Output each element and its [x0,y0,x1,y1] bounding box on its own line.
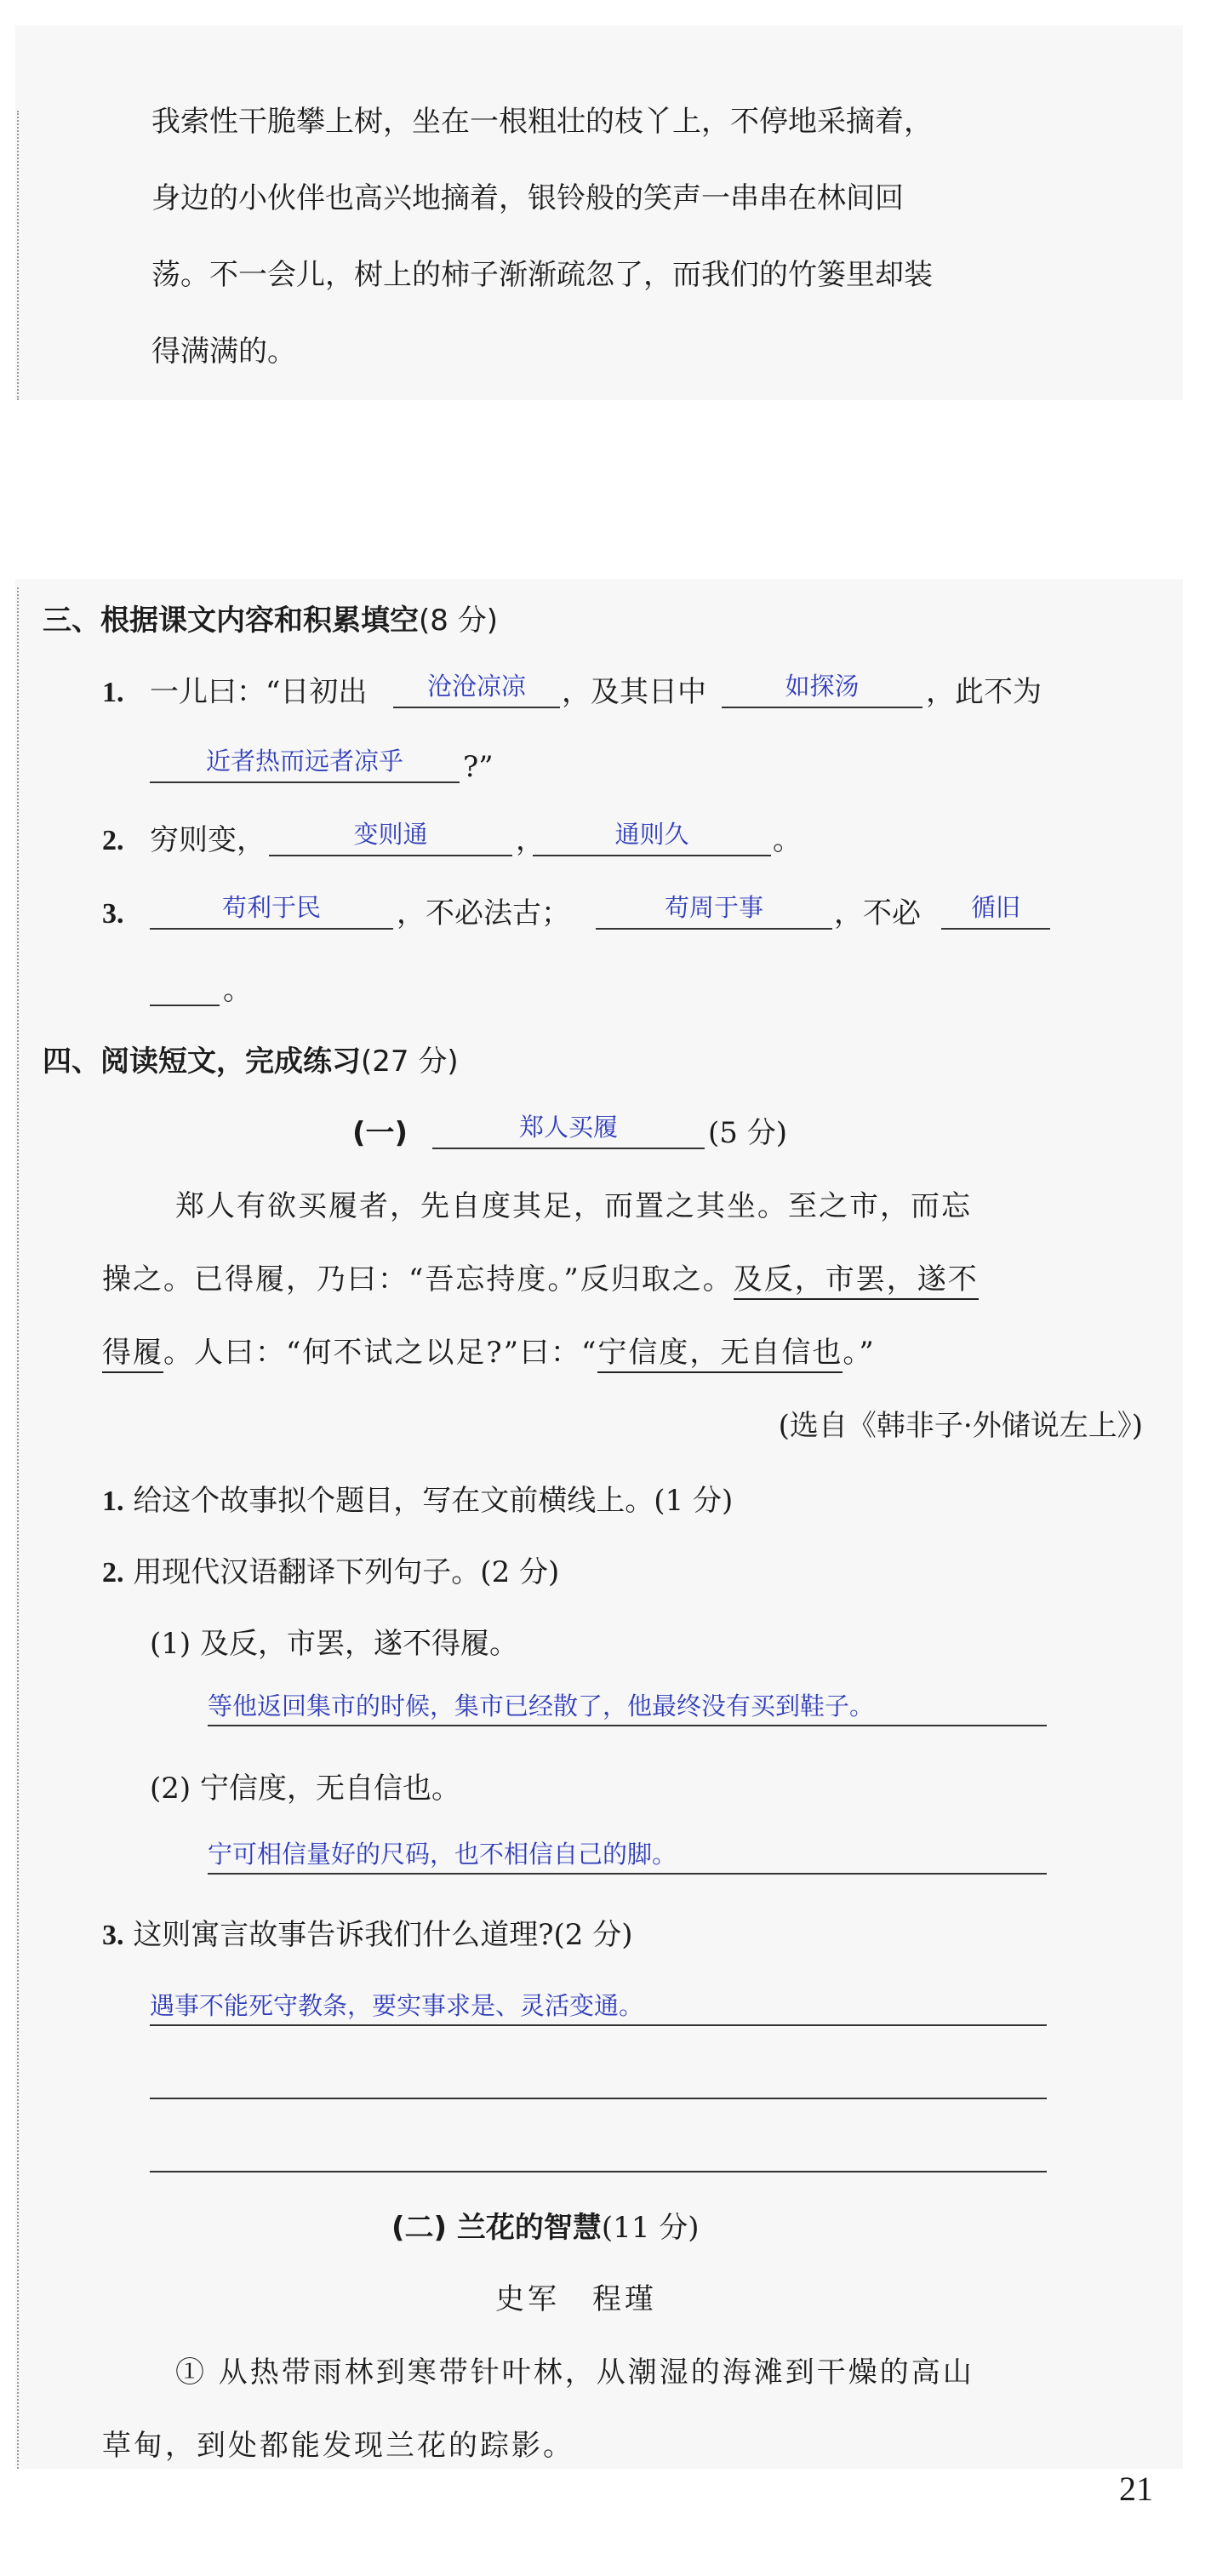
part2-paragraph-1-line-1: ① 从热带雨林到寒带针叶林，从潮湿的海滩到干燥的高山 [175,2356,974,2390]
section3-q3-text3: 。 [223,973,252,1007]
part1-passage-line-3: 得履。人曰：“何不试之以足?”曰：“宁信度，无自信也。” [102,1331,876,1374]
part1-source: (选自《韩非子·外储说左上》) [778,1409,1143,1443]
section3-q2-blank2[interactable]: 通则久 [533,817,771,856]
part1-q3-answer-line-2[interactable] [150,2060,1047,2099]
section3-q3-blank3[interactable]: 循旧 [941,890,1050,930]
section3-q1-text2: ，及其日中 [562,675,706,709]
section3-q2-text1: 穷则变， [150,823,266,857]
section3-q1-blank3[interactable]: 近者热而远者凉乎 [150,744,460,783]
part1-q3-answer-line-1[interactable]: 遇事不能死守教条，要实事求是、灵活变通。 [150,1987,1047,2026]
part1-q2-sentence-2: (2) 宁信度，无自信也。 [150,1772,460,1806]
section4-heading: 四、阅读短文，完成练习(27 分) [43,1045,459,1079]
section3-q3-text1: ，不必法古； [397,896,570,930]
underlined-phrase-1-end: 得履 [102,1336,163,1373]
part1-q1: 1. 给这个故事拟个题目，写在文前横线上。(1 分) [102,1484,734,1518]
part1-q2: 2. 用现代汉语翻译下列句子。(2 分) [102,1555,560,1589]
section3-q1-number: 1. [102,677,124,708]
section3-q1-text3: ，此不为 [926,675,1042,709]
section3-q1-text1: 一儿曰：“日初出 [150,675,368,709]
page-number: 21 [1119,2470,1153,2508]
part2-title: (二) 兰花的智慧(11 分) [391,2211,700,2245]
part1-q3: 3. 这则寓言故事告诉我们什么道理?(2 分) [102,1918,633,1952]
part1-q2-sentence-1: (1) 及反，市罢，遂不得履。 [150,1627,518,1661]
underlined-phrase-2: 宁信度，无自信也 [597,1336,843,1373]
part1-title-blank[interactable]: 郑人买履 [432,1110,705,1149]
part1-label: (一) [352,1116,408,1150]
section3-q1-text4: ?” [463,750,494,784]
section3-q3-blank3-cont[interactable] [150,967,220,1006]
top-passage-line-4: 得满满的。 [151,335,296,369]
section3-q1-blank1[interactable]: 沧沧凉凉 [393,669,560,708]
part1-passage-line-2: 操之。已得履，乃曰：“吾忘持度。”反归取之。及反，市罢，遂不 [102,1258,979,1301]
part2-paragraph-1-line-2: 草甸，到处都能发现兰花的踪影。 [102,2429,574,2463]
section3-q2-number: 2. [102,825,124,856]
part1-q2-answer-2[interactable]: 宁可相信量好的尺码，也不相信自己的脚。 [208,1835,1047,1875]
section3-q2-text3: 。 [773,823,802,857]
top-passage-line-2: 身边的小伙伴也高兴地摘着，银铃般的笑声一串串在林间回 [151,181,904,215]
top-passage-line-1: 我索性干脆攀上树，坐在一根粗壮的枝丫上，不停地采摘着， [151,105,933,139]
section3-q1-blank2[interactable]: 如探汤 [722,669,923,708]
part1-q2-answer-1[interactable]: 等他返回集市的时候，集市已经散了，他最终没有买到鞋子。 [208,1687,1047,1726]
part1-score: (5 分) [708,1116,787,1150]
margin-dots-top [17,111,19,400]
exercise-panel [15,579,1183,2469]
section3-q3-text2: ，不必 [834,896,921,930]
margin-dots-main [17,587,19,2469]
section3-q3-blank1[interactable]: 苟利于民 [150,890,393,930]
part1-passage-line-1: 郑人有欲买履者，先自度其足，而置之其坐。至之市，而忘 [175,1189,972,1223]
section3-q3-blank2[interactable]: 苟周于事 [596,890,832,930]
section3-q2-text2: ， [516,823,545,857]
section3-heading: 三、根据课文内容和积累填空(8 分) [43,604,498,638]
section3-q3-number: 3. [102,898,124,930]
section3-q2-blank1[interactable]: 变则通 [269,817,512,856]
part1-q3-answer-line-3[interactable] [150,2133,1047,2172]
part2-authors: 史军 程瑾 [495,2282,657,2316]
top-passage-line-3: 荡。不一会儿，树上的柿子渐渐疏忽了，而我们的竹篓里却装 [151,258,933,292]
underlined-phrase-1: 及反，市罢，遂不 [734,1262,979,1300]
